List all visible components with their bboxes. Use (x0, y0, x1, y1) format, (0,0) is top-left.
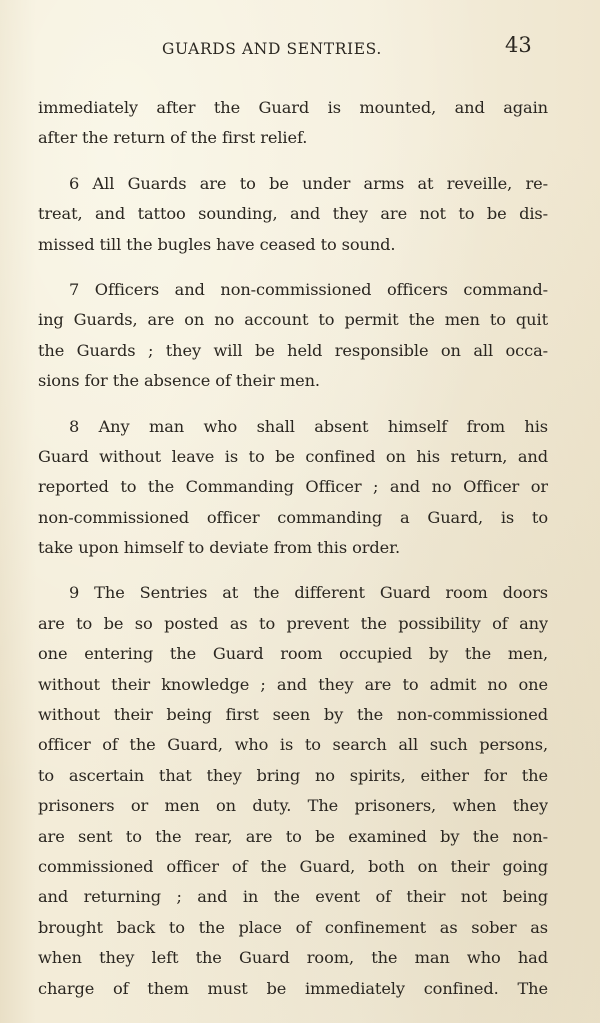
running-head: GUARDS AND SENTRIES. (162, 40, 382, 58)
text-line: to ascertain that they bring no spirits, either for the (38, 765, 548, 785)
text-line: 7 Officers and non-commissioned officers command- (69, 279, 548, 299)
text-line: prisoners or men on duty. The prisoners, when they (38, 796, 548, 816)
text-line: charge of them must be immediately confined. The (38, 978, 548, 998)
paragraph-7 (38, 275, 548, 397)
text-line: Guard without leave is to be confined on his return, and (38, 446, 548, 466)
text-line: the Guards ; they will be held responsible on all occa- (38, 340, 548, 360)
text-line: are sent to the rear, are to be examined by the non- (38, 826, 548, 846)
text-line: treat, and tattoo sounding, and they are not to be dis- (38, 204, 548, 224)
text-line: brought back to the place of confinement as sober as (38, 917, 548, 937)
page-number: 43 (505, 33, 532, 57)
paragraph-8 (38, 412, 548, 564)
text-line: 8 Any man who shall absent himself from his (69, 416, 548, 436)
text-line: missed till the bugles have ceased to sound. (38, 234, 396, 254)
text-line: after the return of the first relief. (38, 128, 308, 148)
text-line: and returning ; and in the event of their not being (38, 887, 548, 907)
text-line: immediately after the Guard is mounted, and again (38, 98, 548, 117)
body-text (38, 93, 548, 1004)
paragraph-6 (38, 169, 548, 260)
text-line: one entering the Guard room occupied by the men, (38, 644, 548, 664)
text-line: sions for the absence of their men. (38, 371, 320, 391)
text-line: officer of the Guard, who is to search all such persons, (38, 735, 548, 755)
text-line: ing Guards, are on no account to permit the men to quit (38, 310, 548, 330)
text-line: when they left the Guard room, the man who had (38, 948, 548, 968)
text-line: reported to the Commanding Officer ; and no Officer or (38, 477, 548, 497)
text-line: commissioned officer of the Guard, both on their going (38, 856, 548, 876)
text-line: without their knowledge ; and they are to admit no one (38, 674, 548, 694)
paragraph-9 (38, 578, 548, 1003)
text-line: without their being first seen by the non-commissioned (38, 705, 548, 725)
text-line: take upon himself to deviate from this order. (38, 538, 401, 558)
text-line: are to be so posted as to prevent the possibility of any (38, 613, 548, 633)
paragraph-continuation (38, 93, 548, 154)
text-line: 6 All Guards are to be under arms at reveille, re- (69, 173, 548, 193)
text-line: 9 The Sentries at the different Guard room doors (69, 583, 548, 603)
text-line: non-commissioned officer commanding a Guard, is to (38, 507, 548, 527)
